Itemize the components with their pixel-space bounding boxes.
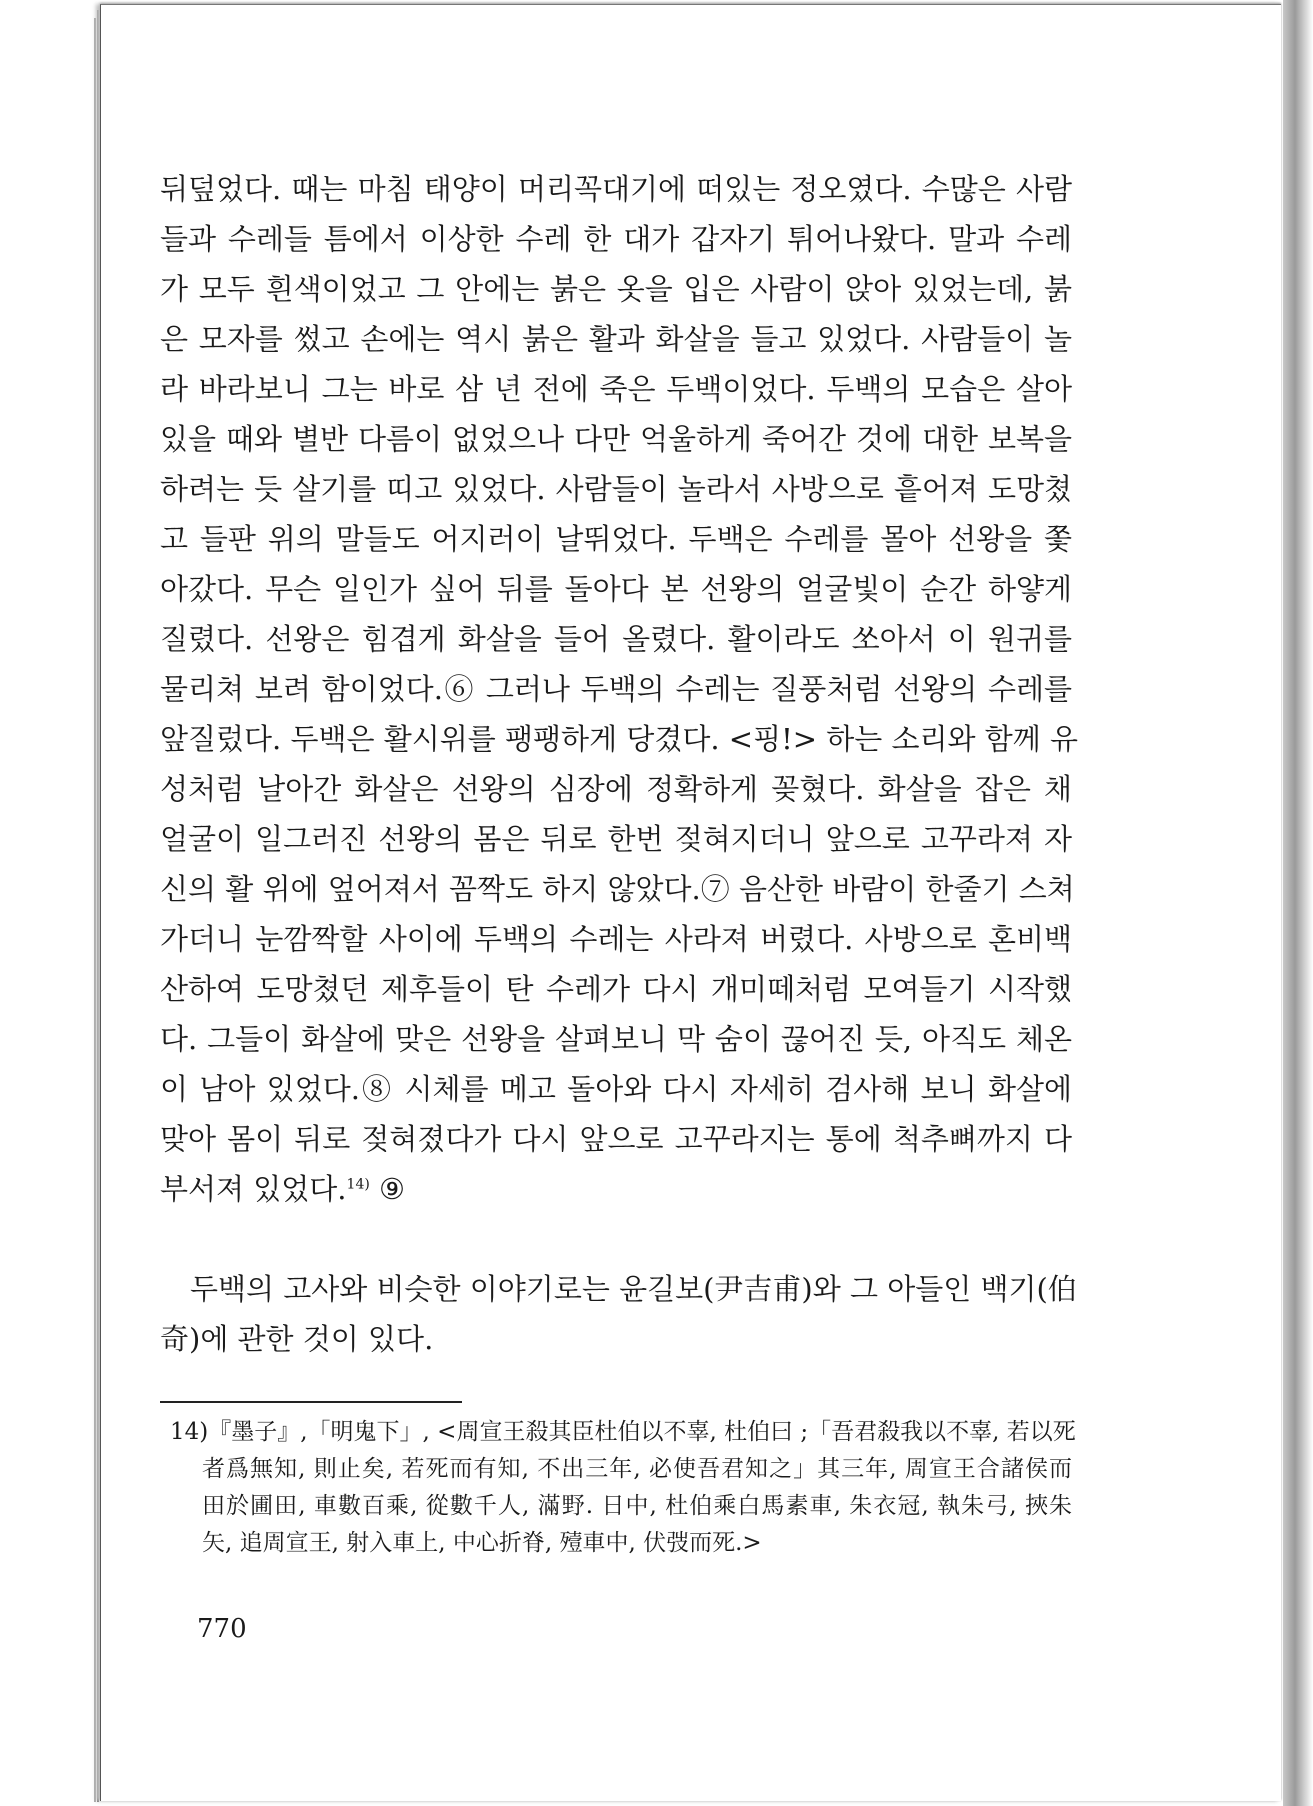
body-text — [160, 164, 1079, 1364]
footnote-line — [170, 1414, 1076, 1451]
footnote-ref[interactable]: 14) — [346, 1176, 370, 1193]
text-line: 앞질렀다. 두백은 활시위를 팽팽하게 당겼다. <핑!> 하는 소리와 함께 유 — [160, 722, 1079, 756]
paragraph — [160, 164, 1079, 1214]
footnote-rule — [160, 1401, 462, 1403]
text-line: 있을 때와 별반 다름이 없었으나 다만 억울하게 죽어간 것에 대한 보복을 — [160, 422, 1072, 456]
footnote-line: 田於圃田, 車數百乘, 從數千人, 滿野. 日中, 杜伯乘白馬素車, 朱衣冠, 執朱弓, 挾朱 — [202, 1493, 1072, 1519]
text-line: 산하여 도망쳤던 제후들이 탄 수레가 다시 개미떼처럼 모여들기 시작했 — [160, 972, 1072, 1006]
text-line: 들과 수레들 틈에서 이상한 수레 한 대가 갑자기 튀어나왔다. 말과 수레 — [160, 222, 1072, 256]
text-line: 신의 활 위에 엎어져서 꼼짝도 하지 않았다.⑦ 음산한 바람이 한줄기 스쳐 — [160, 872, 1075, 906]
text-line: 얼굴이 일그러진 선왕의 몸은 뒤로 한번 젖혀지더니 앞으로 고꾸라져 자 — [160, 822, 1072, 856]
text-line: 가더니 눈깜짝할 사이에 두백의 수레는 사라져 버렸다. 사방으로 혼비백 — [160, 922, 1072, 956]
text-line: 이 남아 있었다.⑧ 시체를 메고 돌아와 다시 자세히 검사해 보니 화살에 — [160, 1072, 1072, 1106]
circled-mark: ⑨ — [369, 1172, 406, 1206]
text-line: 성처럼 날아간 화살은 선왕의 심장에 정확하게 꽂혔다. 화살을 잡은 채 — [160, 772, 1072, 806]
footnote-label: 14) — [170, 1419, 209, 1445]
page-edge — [94, 18, 96, 1802]
text-line: 물리쳐 보려 함이었다.⑥ 그러나 두백의 수레는 질풍처럼 선왕의 수레를 — [160, 672, 1072, 706]
text-line: 맞아 몸이 뒤로 젖혀졌다가 다시 앞으로 고꾸라지는 통에 척추뼈까지 다 — [160, 1122, 1072, 1156]
text-line: 奇)에 관한 것이 있다. — [160, 1322, 434, 1356]
text-line: 뒤덮었다. 때는 마침 태양이 머리꼭대기에 떠있는 정오였다. 수많은 사람 — [160, 172, 1072, 206]
text-line: 가 모두 흰색이었고 그 안에는 붉은 옷을 입은 사람이 앉아 있었는데, 붉 — [160, 272, 1072, 306]
text-line: 아갔다. 무슨 일인가 싶어 뒤를 돌아다 본 선왕의 얼굴빛이 순간 하얗게 — [160, 572, 1072, 606]
text-line: 부서져 있었다.$^{14)}$ ⑨ — [160, 1172, 406, 1206]
page-number: 770 — [197, 1614, 247, 1644]
footnote — [170, 1414, 1076, 1562]
text-line: 다. 그들이 화살에 맞은 선왕을 살펴보니 막 숨이 끊어진 듯, 아직도 체온 — [160, 1022, 1072, 1056]
text-line: 은 모자를 썼고 손에는 역시 붉은 활과 화살을 들고 있었다. 사람들이 놀 — [160, 322, 1072, 356]
text-line: 고 들판 위의 말들도 어지러이 날뛰었다. 두백은 수레를 몰아 선왕을 쫓 — [160, 522, 1072, 556]
page-edge — [97, 10, 99, 1802]
text-line: 질렸다. 선왕은 힘겹게 화살을 들어 올렸다. 활이라도 쏘아서 이 원귀를 — [160, 622, 1072, 656]
footnote-line: 者爲無知, 則止矣, 若死而有知, 不出三年, 必使吾君知之」其三年, 周宣王合諸侯而 — [202, 1456, 1072, 1482]
paragraph — [160, 1264, 1077, 1364]
text-line: 두백의 고사와 비슷한 이야기로는 윤길보(尹吉甫)와 그 아들인 백기(伯 — [190, 1272, 1077, 1306]
page-shadow — [1283, 0, 1313, 1806]
text-line: 라 바라보니 그는 바로 삼 년 전에 죽은 두백이었다. 두백의 모습은 살아 — [160, 372, 1072, 406]
footnote-text: 『墨子』,「明鬼下」, <周宣王殺其臣杜伯以不辜, 杜伯曰 ;「吾君殺我以不辜, 若以死 — [208, 1419, 1076, 1445]
footnote-line: 矢, 追周宣王, 射入車上, 中心折脊, 殪車中, 伏弢而死.> — [202, 1530, 762, 1556]
text-line: 하려는 듯 살기를 띠고 있었다. 사람들이 놀라서 사방으로 흩어져 도망쳤 — [160, 472, 1072, 506]
